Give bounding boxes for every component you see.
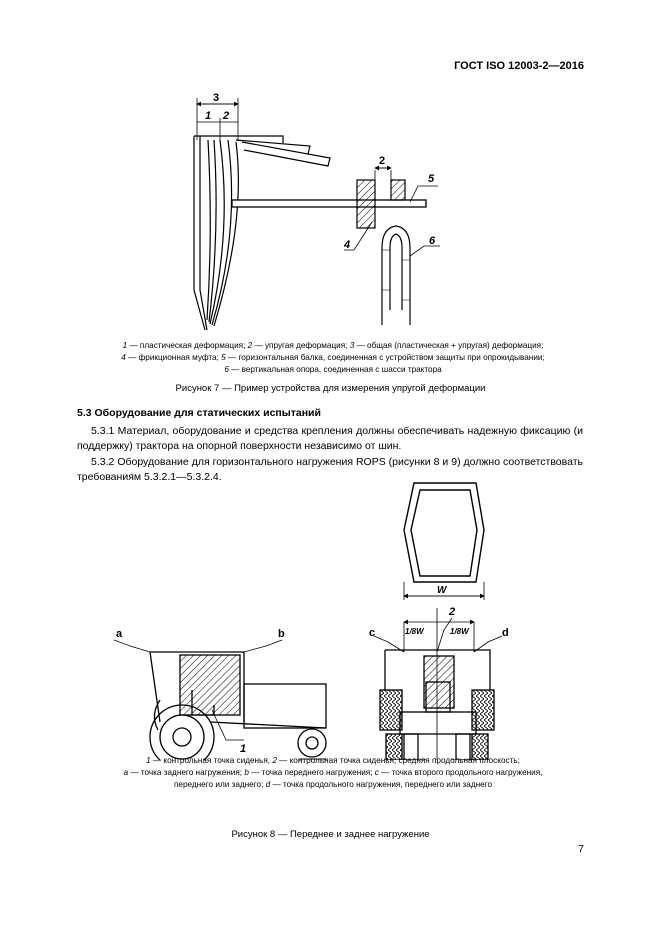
label-b: b bbox=[278, 628, 285, 640]
label-2-clutch: 2 bbox=[379, 155, 386, 167]
label-3: 3 bbox=[213, 92, 220, 104]
legend8-line-3: переднего или заднего; d — точка продольного нагружения, переднего или заднего bbox=[173, 780, 493, 789]
figure-7-drawing bbox=[0, 0, 661, 340]
label-2-seat: 2 bbox=[449, 606, 456, 618]
tractor-side-view bbox=[150, 652, 326, 760]
paragraph-5-3-2: 5.3.2 Оборудование для горизонтального нагружения ROPS (рисунки 8 и 9) должно соответствовать требованиям 5.3.2.1—5.3.2.4. bbox=[77, 456, 583, 483]
legend8-line-2: a — точка заднего нагружения; b — точка переднего нагружения; c — точка второго продольного нагружения, bbox=[123, 768, 543, 777]
vertical-support bbox=[382, 226, 410, 325]
label-1-seat: 1 bbox=[240, 743, 247, 755]
deformation-dimension-lines bbox=[197, 98, 238, 140]
legend-line-2: 4 — фрикционная муфта; 5 — горизонтальная балка, соединенная с устройством защиты при опрокидывании; bbox=[121, 353, 545, 362]
legend-line-3: 6 — вертикальная опора, соединенная с шасси трактора bbox=[224, 365, 442, 374]
legend-line-1: 1 — пластическая деформация; 2 — упругая деформация; 3 — общая (пластическая + упругая) деформация; bbox=[122, 341, 544, 350]
label-w: W bbox=[437, 585, 447, 596]
label-5: 5 bbox=[428, 173, 435, 185]
tractor-front-view bbox=[380, 608, 494, 760]
section-heading: 5.3 Оборудование для статических испытаний bbox=[77, 407, 321, 419]
label-1-8w-left: 1/8W bbox=[405, 627, 424, 636]
rops-top-view bbox=[404, 483, 484, 600]
label-2: 2 bbox=[223, 110, 230, 122]
figure-8-drawing bbox=[0, 470, 661, 760]
figure-8-front-dimensions bbox=[374, 618, 502, 652]
paragraph-5-3-1: 5.3.1 Материал, оборудование и средства крепления должны обеспечивать надежную фиксацию (и поддержку) трактора на опорной поверхности независимо от шин. bbox=[77, 425, 583, 452]
horizontal-beam bbox=[232, 200, 426, 207]
document-header: ГОСТ ISO 12003-2—2016 bbox=[454, 60, 584, 72]
figure-7-legend bbox=[60, 340, 606, 376]
label-6: 6 bbox=[429, 235, 436, 247]
figure-8-legend bbox=[60, 755, 606, 791]
label-1-8w-right: 1/8W bbox=[450, 627, 469, 636]
label-4: 4 bbox=[344, 239, 351, 251]
label-1: 1 bbox=[205, 110, 212, 122]
label-a: a bbox=[116, 628, 123, 640]
label-d: d bbox=[502, 627, 509, 639]
page-number: 7 bbox=[578, 843, 584, 855]
figure-8-title: Рисунок 8 — Переднее и заднее нагружение bbox=[231, 829, 430, 840]
legend8-line-1: 1 — контрольная точка сиденья, 2 — контрольная точка сиденья, средняя продольная плоскость; bbox=[146, 756, 520, 765]
figure-7-title: Рисунок 7 — Пример устройства для измерения упругой деформации bbox=[175, 383, 486, 394]
label-c: c bbox=[369, 627, 376, 639]
deforming-posts bbox=[194, 136, 330, 330]
